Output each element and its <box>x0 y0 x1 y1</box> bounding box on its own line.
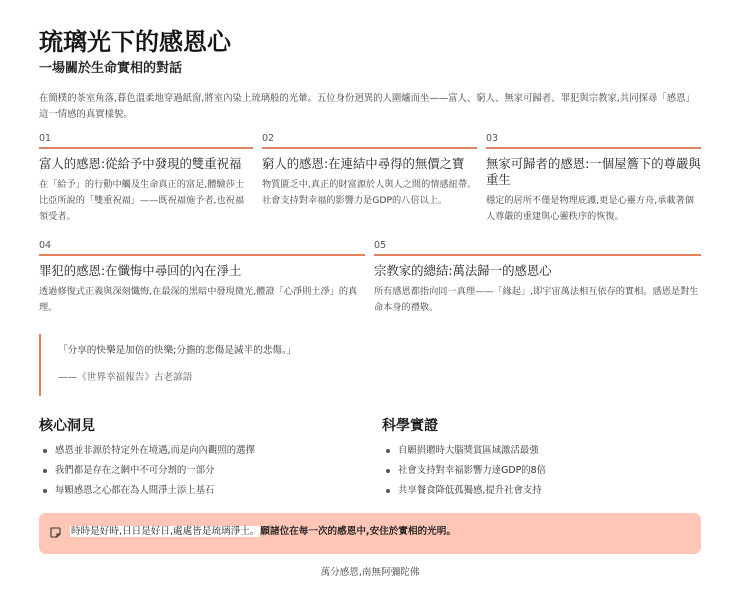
section-body: 穩定的居所不僅是物理庇護,更是心靈方舟,承載著個人尊嚴的重建與心靈秩序的恢復。 <box>486 195 694 222</box>
bullet-icon <box>43 449 47 453</box>
callout-bold: 願諸位在每一次的感恩中,安住於實相的光明。 <box>260 526 456 537</box>
section-divider <box>39 254 365 256</box>
section-poor <box>262 133 477 209</box>
section-body: 在「給予」的行動中觸及生命真正的富足,體驗莎士比亞所說的「雙重祝福」——既祝福施予者,也祝福領受者。 <box>39 179 245 222</box>
insights-heading: 核心洞見 <box>39 418 95 434</box>
science-column <box>382 416 701 504</box>
page-subtitle: 一場關於生命實相的對話 <box>39 61 183 76</box>
section-heading: 罪犯的感恩:在懺悔中尋回的內在淨土 <box>39 263 242 278</box>
section-body: 物質匱乏中,真正的財富源於人與人之間的情感紐帶。社會支持對幸福的影響力是GDP的八倍以上。 <box>262 179 477 206</box>
bullet-icon <box>386 489 390 493</box>
section-heading: 窮人的感恩:在連結中尋得的無價之寶 <box>262 156 465 171</box>
section-heading: 富人的感恩:從給予中發現的雙重祝福 <box>39 156 242 171</box>
blockquote <box>39 334 701 396</box>
bullet-icon <box>386 449 390 453</box>
section-number: 02 <box>262 133 275 144</box>
section-divider <box>262 147 477 149</box>
page-title: 琉璃光下的感恩心 <box>39 28 231 56</box>
quote-source: ——《世界幸福報告》古老諺語 <box>58 372 193 383</box>
section-divider <box>486 147 701 149</box>
footer-text: 萬分感恩,南無阿彌陀佛 <box>320 567 420 578</box>
list-item: 感恩並非源於特定外在境遇,而是向內觀照的選擇 <box>39 444 359 458</box>
section-number: 05 <box>374 240 387 251</box>
section-number: 03 <box>486 133 499 144</box>
insights-list <box>39 444 359 498</box>
callout-highlight: 時時是好時,日日是好日,處處皆是琉璃淨土。 <box>71 526 260 537</box>
list-item: 社會支持對幸福影響力達GDP的8倍 <box>382 464 701 478</box>
science-list <box>382 444 701 498</box>
section-rich <box>39 133 253 225</box>
section-divider <box>374 254 701 256</box>
note-icon <box>50 527 61 538</box>
section-number: 04 <box>39 240 52 251</box>
section-offender <box>39 240 365 316</box>
callout-text <box>70 525 456 539</box>
section-religious <box>374 240 701 316</box>
list-item: 自願捐贈時大腦獎賞區域激活最強 <box>382 444 701 458</box>
section-homeless <box>486 133 701 225</box>
list-item: 每顆感恩之心都在為人間淨土添上基石 <box>39 484 359 498</box>
list-item: 我們都是存在之網中不可分割的一部分 <box>39 464 359 478</box>
bullet-icon <box>43 489 47 493</box>
callout-box <box>39 513 701 554</box>
section-body: 所有感恩都指向同一真理——「緣起」,即宇宙萬法相互依存的實相。感恩是對生命本身的禮敬。 <box>374 286 699 313</box>
section-body: 透過修復式正義與深刻懺悔,在最深的黑暗中發現微光,體證「心淨則土淨」的真理。 <box>39 286 358 313</box>
section-heading: 宗教家的總結:萬法歸一的感恩心 <box>374 263 552 278</box>
quote-text: 「分享的快樂是加倍的快樂;分擔的悲傷是減半的悲傷。」 <box>58 345 297 356</box>
bullet-icon <box>43 469 47 473</box>
insights-column <box>39 416 359 504</box>
list-item: 共享餐食降低孤獨感,提升社會支持 <box>382 484 701 498</box>
section-number: 01 <box>39 133 52 144</box>
section-heading: 無家可歸者的感恩:一個屋簷下的尊嚴與重生 <box>486 156 701 187</box>
science-heading: 科學實證 <box>382 418 438 434</box>
section-divider <box>39 147 253 149</box>
bullet-icon <box>386 469 390 473</box>
intro-paragraph: 在簡樸的茶室角落,暮色溫柔地穿過紙窗,將室內染上琉璃般的光暈。五位身份迥異的人圍爐而坐——富人、窮人、無家可歸者、罪犯與宗教家,共同探尋「感恩」這一情感的真實樣貌。 <box>39 93 695 120</box>
